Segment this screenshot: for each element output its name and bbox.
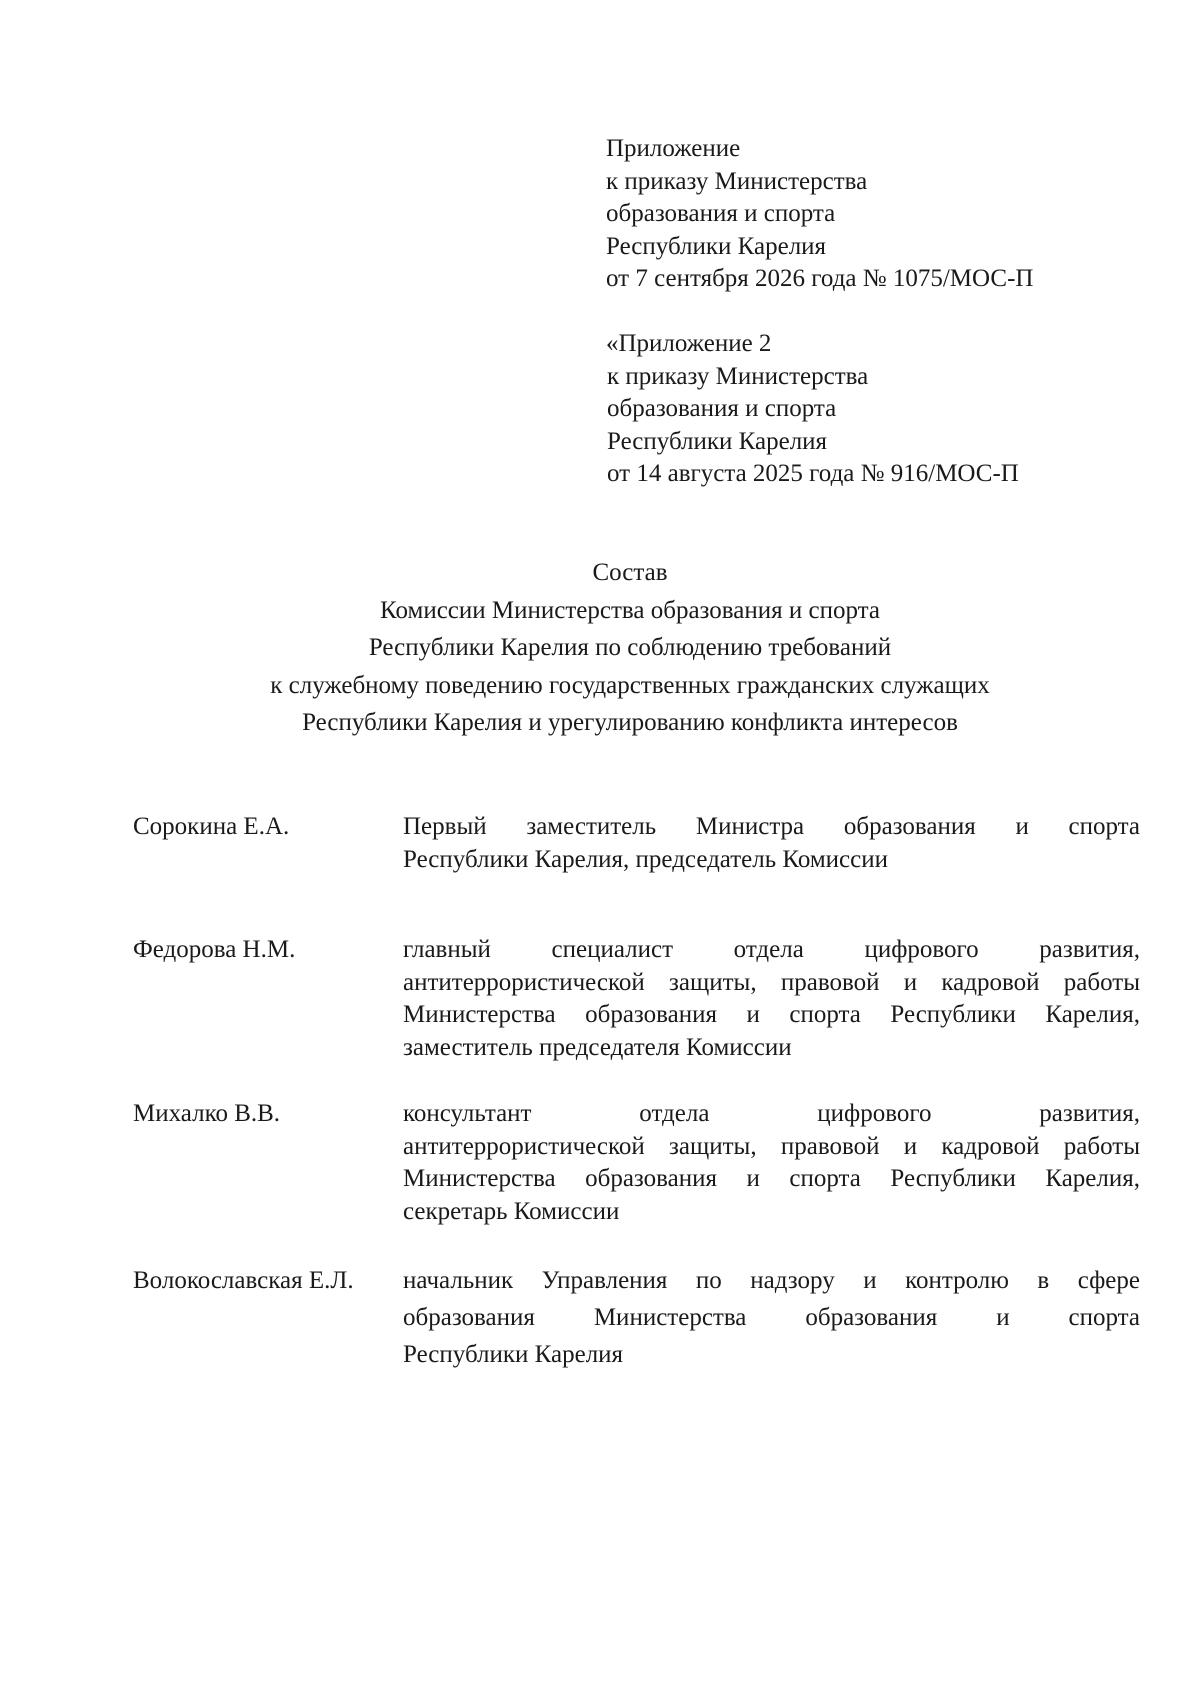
heading-line: Республики Карелия и урегулированию конфликта интересов	[302, 709, 958, 736]
member-role-line: главный специалист отдела цифрового развития,	[403, 936, 1140, 963]
composition-heading	[130, 554, 1130, 742]
member-role	[403, 811, 1140, 876]
member-role	[403, 1098, 1140, 1228]
member-role-line: антитеррористической защиты, правовой и кадровой работы	[403, 968, 1140, 996]
member-role	[403, 934, 1140, 1064]
member-name: Федорова Н.М.	[133, 936, 296, 963]
member-role-line: заместитель председателя Комиссии	[403, 1033, 792, 1061]
appendix-1-date-number: от 7 сентября 2026 года № 1075/МОС-П	[606, 265, 1034, 292]
appendix-1-ministry: образования и спорта	[606, 200, 836, 227]
heading-title: Состав	[592, 559, 668, 586]
member-role-line: Министерства образования и спорта Республики Карелия,	[403, 1001, 1140, 1028]
appendix-1-republic: Республики Карелия	[606, 232, 827, 260]
appendix-2-header	[606, 328, 1126, 491]
heading-line: к служебному поведению государственных гражданских служащих	[270, 671, 990, 699]
appendix-1-header	[606, 133, 1126, 296]
member-role-line: Республики Карелия, председатель Комиссии	[403, 845, 889, 873]
member-name: Сорокина Е.А.	[133, 813, 290, 840]
member-role-line: Первый заместитель Министра образования и спорта	[403, 813, 1140, 840]
appendix-2-ministry: образования и спорта	[607, 395, 837, 422]
member-role-line: консультант отдела цифрового развития,	[403, 1100, 1140, 1127]
member-name: Михалко В.В.	[133, 1100, 281, 1127]
member-role-line: Республики Карелия	[403, 1341, 624, 1368]
member-role	[403, 1262, 1140, 1373]
appendix-2-republic: Республики Карелия	[607, 427, 828, 455]
member-role-line: антитеррористической защиты, правовой и кадровой работы	[403, 1132, 1140, 1160]
member-role-line: начальник Управления по надзору и контролю в сфере	[403, 1267, 1140, 1294]
appendix-2-date-number: от 14 августа 2025 года № 916/МОС-П	[607, 460, 1019, 487]
appendix-2-order-ref: к приказу Министерства	[607, 362, 869, 390]
member-role-line: Министерства образования и спорта Республики Карелия,	[403, 1165, 1140, 1192]
appendix-1-order-ref: к приказу Министерства	[606, 167, 868, 195]
appendix-2-title: «Приложение 2	[606, 330, 772, 357]
appendix-1-title: Приложение	[606, 135, 741, 162]
member-name: Волокославская Е.Л.	[133, 1267, 354, 1294]
heading-line: Республики Карелия по соблюдению требований	[368, 634, 892, 661]
member-role-line: секретарь Комиссии	[403, 1197, 620, 1225]
member-role-line: образования Министерства образования и спорта	[403, 1304, 1140, 1331]
heading-line: Комиссии Министерства образования и спорта	[380, 596, 880, 624]
